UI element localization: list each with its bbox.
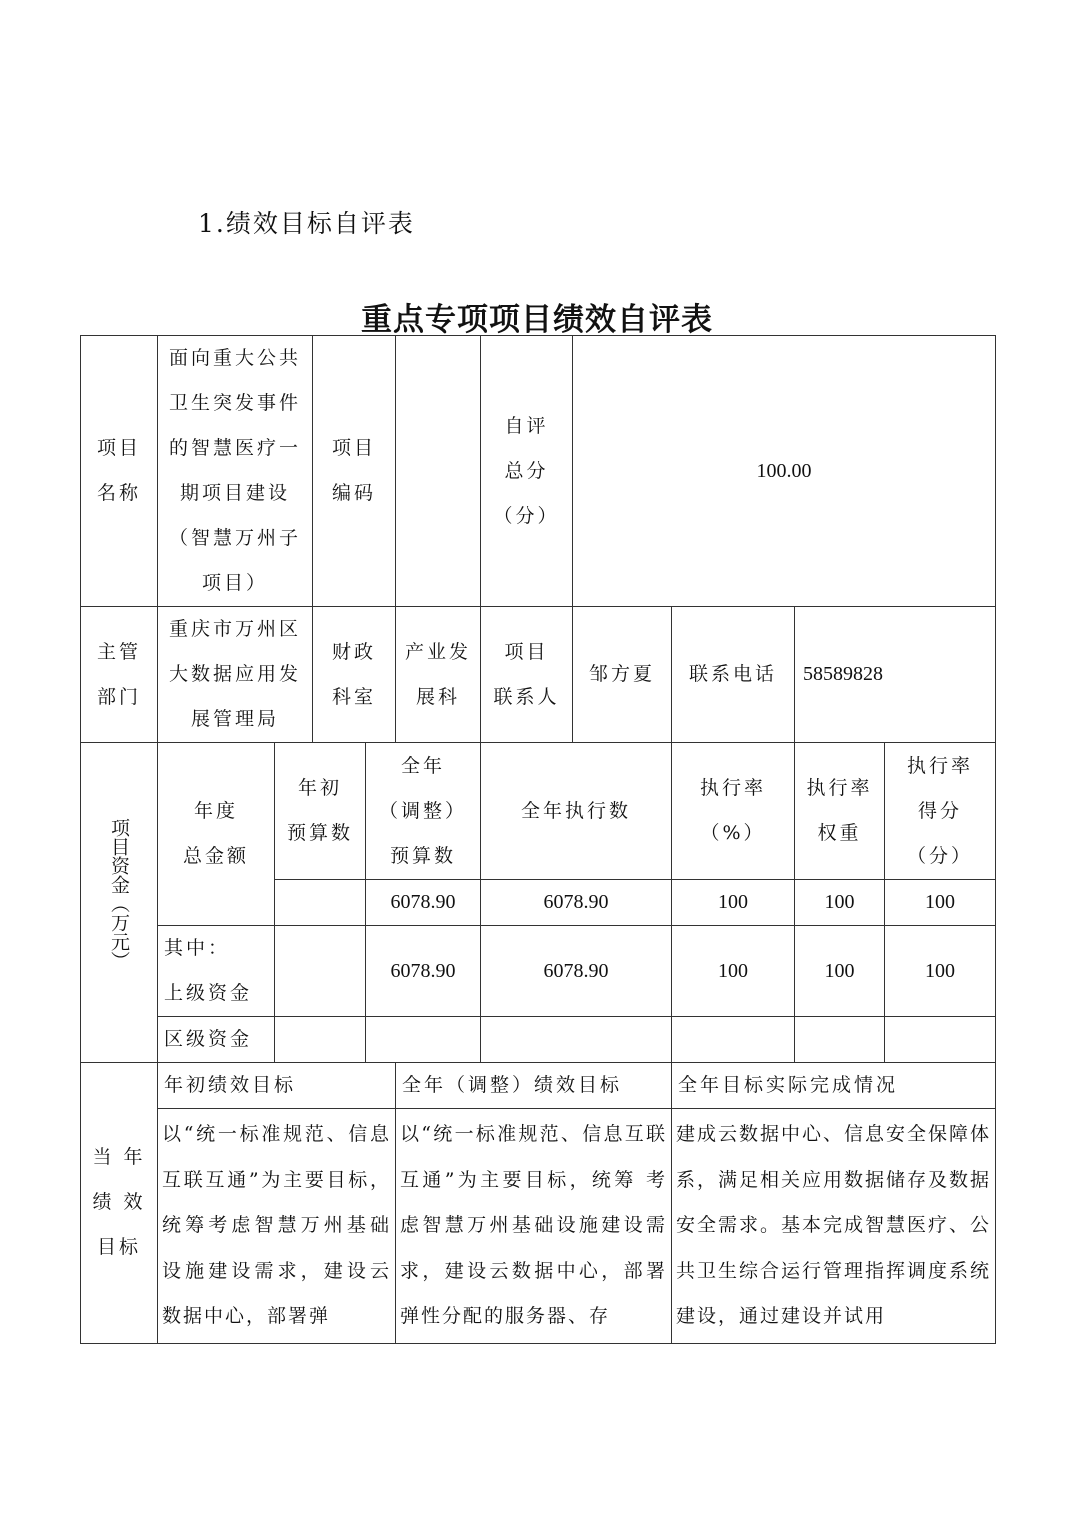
goals-label: 当 年 绩 效 目标 xyxy=(81,1063,158,1344)
funds-total-header: 年度 总金额 xyxy=(158,743,275,926)
superior-rate: 100 xyxy=(672,926,795,1017)
contact-label: 项目 联系人 xyxy=(481,607,573,743)
score-value: 100.00 xyxy=(573,336,996,607)
total-adjusted-budget: 6078.90 xyxy=(366,880,481,926)
district-weight xyxy=(795,1017,885,1063)
finance-office-label: 财政 科室 xyxy=(313,607,396,743)
district-executed xyxy=(481,1017,672,1063)
adjusted-budget-header: 全年 （调整） 预算数 xyxy=(366,743,481,880)
department-label: 主管 部门 xyxy=(81,607,158,743)
table-title: 重点专项项目绩效自评表 xyxy=(361,302,713,338)
finance-office-value: 产业发 展科 xyxy=(396,607,481,743)
executed-header: 全年执行数 xyxy=(481,743,672,880)
district-rate xyxy=(672,1017,795,1063)
weight-header: 执行率 权重 xyxy=(795,743,885,880)
contact-value: 邹方夏 xyxy=(573,607,672,743)
total-rate: 100 xyxy=(672,880,795,926)
superior-adjusted-budget: 6078.90 xyxy=(366,926,481,1017)
superior-weight: 100 xyxy=(795,926,885,1017)
adjusted-goal-text: 以“统一标准规范、信息互联互通”为主要目标，统筹 考虑智慧万州基础设施建设需求，建设云数据中心，部署弹性分配的服务器、存 xyxy=(396,1109,672,1344)
section-title: 1.绩效目标自评表 xyxy=(198,209,415,238)
superior-funds-label: 其中： 上级资金 xyxy=(158,926,275,1017)
district-initial-budget xyxy=(275,1017,366,1063)
score-header: 执行率 得分 （分） xyxy=(885,743,996,880)
superior-executed: 6078.90 xyxy=(481,926,672,1017)
department-row xyxy=(81,607,996,743)
adjusted-goal-header: 全年（调整）绩效目标 xyxy=(396,1063,672,1109)
total-initial-budget xyxy=(275,880,366,926)
phone-value: 58589828 xyxy=(795,607,996,743)
district-funds-label: 区级资金 xyxy=(158,1017,275,1063)
district-adjusted-budget xyxy=(366,1017,481,1063)
rate-header: 执行率 （%） xyxy=(672,743,795,880)
initial-budget-header: 年初 预算数 xyxy=(275,743,366,880)
funds-header-row xyxy=(81,743,996,880)
project-code-value xyxy=(396,336,481,607)
superior-initial-budget xyxy=(275,926,366,1017)
funds-district-row xyxy=(81,1017,996,1063)
goals-row xyxy=(81,1109,996,1344)
total-weight: 100 xyxy=(795,880,885,926)
total-executed: 6078.90 xyxy=(481,880,672,926)
department-value: 重庆市万州区 大数据应用发 展管理局 xyxy=(158,607,313,743)
actual-goal-text: 建成云数据中心、信息安全保障体系，满足相关应用数据储存及数据安全需求。基本完成智慧医疗、公共卫生综合运行管理指挥调度系统建设，通过建设并试用 xyxy=(672,1109,996,1344)
superior-score: 100 xyxy=(885,926,996,1017)
project-row xyxy=(81,336,996,607)
initial-goal-text: 以“统一标准规范、信息互联互通”为主要目标，统筹考虑智慧万州基础设施建设需求，建设云数据中心，部署弹 xyxy=(158,1109,396,1344)
performance-evaluation-table xyxy=(80,335,996,1344)
goals-header-row xyxy=(81,1063,996,1109)
actual-goal-header: 全年目标实际完成情况 xyxy=(672,1063,996,1109)
district-score xyxy=(885,1017,996,1063)
phone-label: 联系电话 xyxy=(672,607,795,743)
project-name-label: 项目 名称 xyxy=(81,336,158,607)
funds-label-cell xyxy=(81,743,158,1063)
project-name-value: 面向重大公共 卫生突发事件 的智慧医疗一 期项目建设 （智慧万州子 项目） xyxy=(158,336,313,607)
score-label: 自评 总分 （分） xyxy=(481,336,573,607)
funds-superior-row xyxy=(81,926,996,1017)
funds-label: 项目资金（万元） xyxy=(108,818,130,970)
total-score: 100 xyxy=(885,880,996,926)
project-code-label: 项目 编码 xyxy=(313,336,396,607)
initial-goal-header: 年初绩效目标 xyxy=(158,1063,396,1109)
